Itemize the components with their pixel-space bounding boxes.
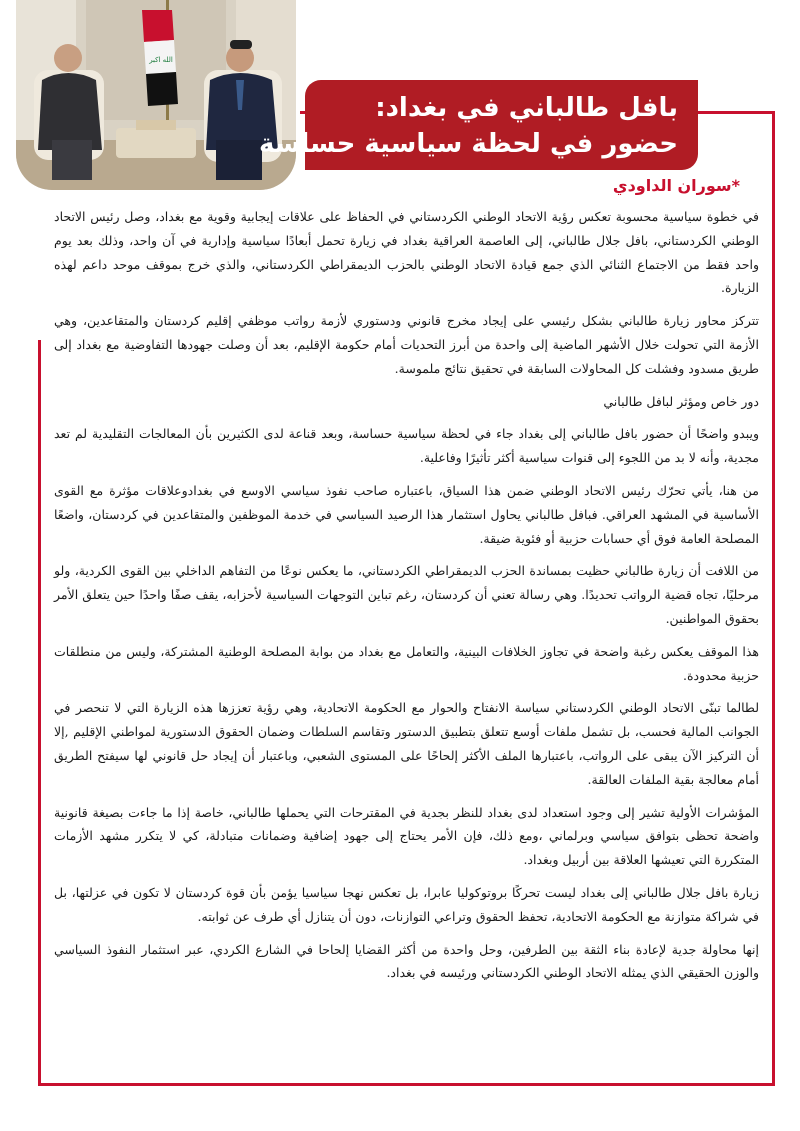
frame-left-border	[38, 340, 41, 1086]
headline-line-2: حضور في لحظة سياسية حساسة	[259, 129, 678, 159]
article-paragraph: تتركز محاور زيارة طالباني بشكل رئيسي على إيجاد مخرج قانوني ودستوري لأزمة رواتب موظفي إقليم كردستان والمتقاعدين، وهي الأزمة التي تحولت خلال الأشهر الماضية إلى واحدة من أبرز التحديات أمام حكومة الإقليم، بعد أن وصلت جهودها التفاوضية مع بغداد إلى طريق مسدود وفشلت كل المحاولات السابقة في تحقيق نتائج ملموسة.	[54, 313, 759, 376]
article-paragraph: ويبدو واضحًا أن حضور بافل طالباني إلى بغداد جاء في لحظة سياسية حساسة، وبعد قناعة لدى الكثيرين بأن المعالجات التقليدية لم تعد مجدية، وأنه لا بد من اللجوء إلى قنوات سياسية أكثر تأثيرًا وفاعلية.	[54, 426, 759, 466]
headline-box	[259, 80, 698, 170]
article-paragraph: لطالما تبنّى الاتحاد الوطني الكردستاني سياسة الانفتاح والحوار مع الحكومة الاتحادية، وهي رؤية تعززها هذه الزيارة التي لا تنحصر في الجوانب المالية فحسب، بل تشمل ملفات أوسع تتعلق بتطبيق الدستور وتقاسم السلطات وضمان الحقوق الدستورية لمواطني الإقليم ,إلا أن التركيز الآن يبقى على الرواتب، باعتبارها الملف الأكثر إلحاحًا على المستوى الشعبي، وباعتبار أن إيجاد حل قانوني لها سيفتح الطريق أمام معالجة بقية الملفات العالقة.	[54, 700, 759, 787]
headline-line-1: بافل طالباني في بغداد:	[375, 93, 678, 123]
author-byline: *سوران الداودي	[612, 176, 740, 195]
svg-text:الله اكبر: الله اكبر	[149, 56, 173, 64]
article-subheading: دور خاص ومؤثر لبافل طالباني	[603, 393, 759, 409]
article-paragraph: في خطوة سياسية محسوبة تعكس رؤية الاتحاد الوطني الكردستاني في الحفاظ على علاقات إيجابية وقوية مع بغداد، وصل رئيس الاتحاد الوطني الكردستاني، بافل جلال طالباني، إلى العاصمة العراقية بغداد في زيارة تحمل أبعادًا سياسية وإدارية في آن واحد، وذلك بعد يوم واحد فقط من الاجتماع الثنائي الذي جمع قيادة الاتحاد الوطني بالحزب الديمقراطي الكردستاني، والذي خرج بموقف موحد داعم لهذه الزيارة.	[54, 209, 759, 296]
article-paragraph: إنها محاولة جدية لإعادة بناء الثقة بين الطرفين، وحل واحدة من أكثر القضايا إلحاحا في الشارع الكردي، عبر استثمار النفوذ السياسي والوزن الحقيقي الذي يمثله الاتحاد الوطني الكردستاني ورئيسه في بغداد.	[54, 941, 759, 981]
article-paragraph: هذا الموقف يعكس رغبة واضحة في تجاوز الخلافات البينية، والتعامل مع بغداد من بوابة المصلحة الوطنية المشتركة، وليس من منطلقات حزبية محدودة.	[54, 643, 759, 683]
article-paragraph: من هنا، يأتي تحرّك رئيس الاتحاد الوطني ضمن هذا السياق، باعتباره صاحب نفوذ سياسي الاوسع في بغدادوعلاقات مؤثرة مع القوى الأساسية في المشهد العراقي. فبافل طالباني يحاول استثمار هذا الرصيد السياسي في خدمة الموظفين والمتقاعدين في كردستان، واضعًا المصلحة العامة فوق أي حسابات حزبية أو فئوية ضيقة.	[54, 482, 759, 546]
article-paragraph: المؤشرات الأولية تشير إلى وجود استعداد لدى بغداد للنظر بجدية في المقترحات التي يحملها طالباني، خاصة إذا ما جاءت بصيغة قانونية واضحة تحظى بتوافق سياسي وبرلماني ،ومع ذلك، فإن الأمر يحتاج إلى جهود إضافية وضمانات متبادلة، كي لا يتكرر مشهد الأزمات المتكررة التي تعيشها العلاقة بين أربيل وبغداد.	[54, 804, 759, 868]
frame-bottom-border	[38, 1083, 775, 1086]
frame-right-border	[772, 111, 775, 1086]
meeting-photo	[16, 0, 296, 190]
article-paragraph: من اللافت أن زيارة طالباني حظيت بمساندة الحزب الديمقراطي الكردستاني، ما يعكس نوعًا من التفاهم الداخلي بين القوى الكردية، ولو مرحليًا، تجاه قضية الرواتب تحديدًا. وهي رسالة تعني أن كردستان، رغم تباين التوجهات السياسية لأحزابه، يقف صفًا واحدًا حين يتعلق الأمر بحقوق المواطنين.	[54, 563, 759, 626]
article-body	[54, 205, 759, 994]
article-paragraph: زيارة بافل جلال طالباني إلى بغداد ليست تحركًا بروتوكوليا عابرا، بل تعكس نهجا سياسيا يؤمن بأن قوة كردستان لا تكون في عزلتها، بل في شراكة متوازنة مع الحكومة الاتحادية، تحفظ الحقوق وتراعي التوازنات، دون أن يتنازل أي طرف عن ثوابته.	[54, 884, 759, 924]
